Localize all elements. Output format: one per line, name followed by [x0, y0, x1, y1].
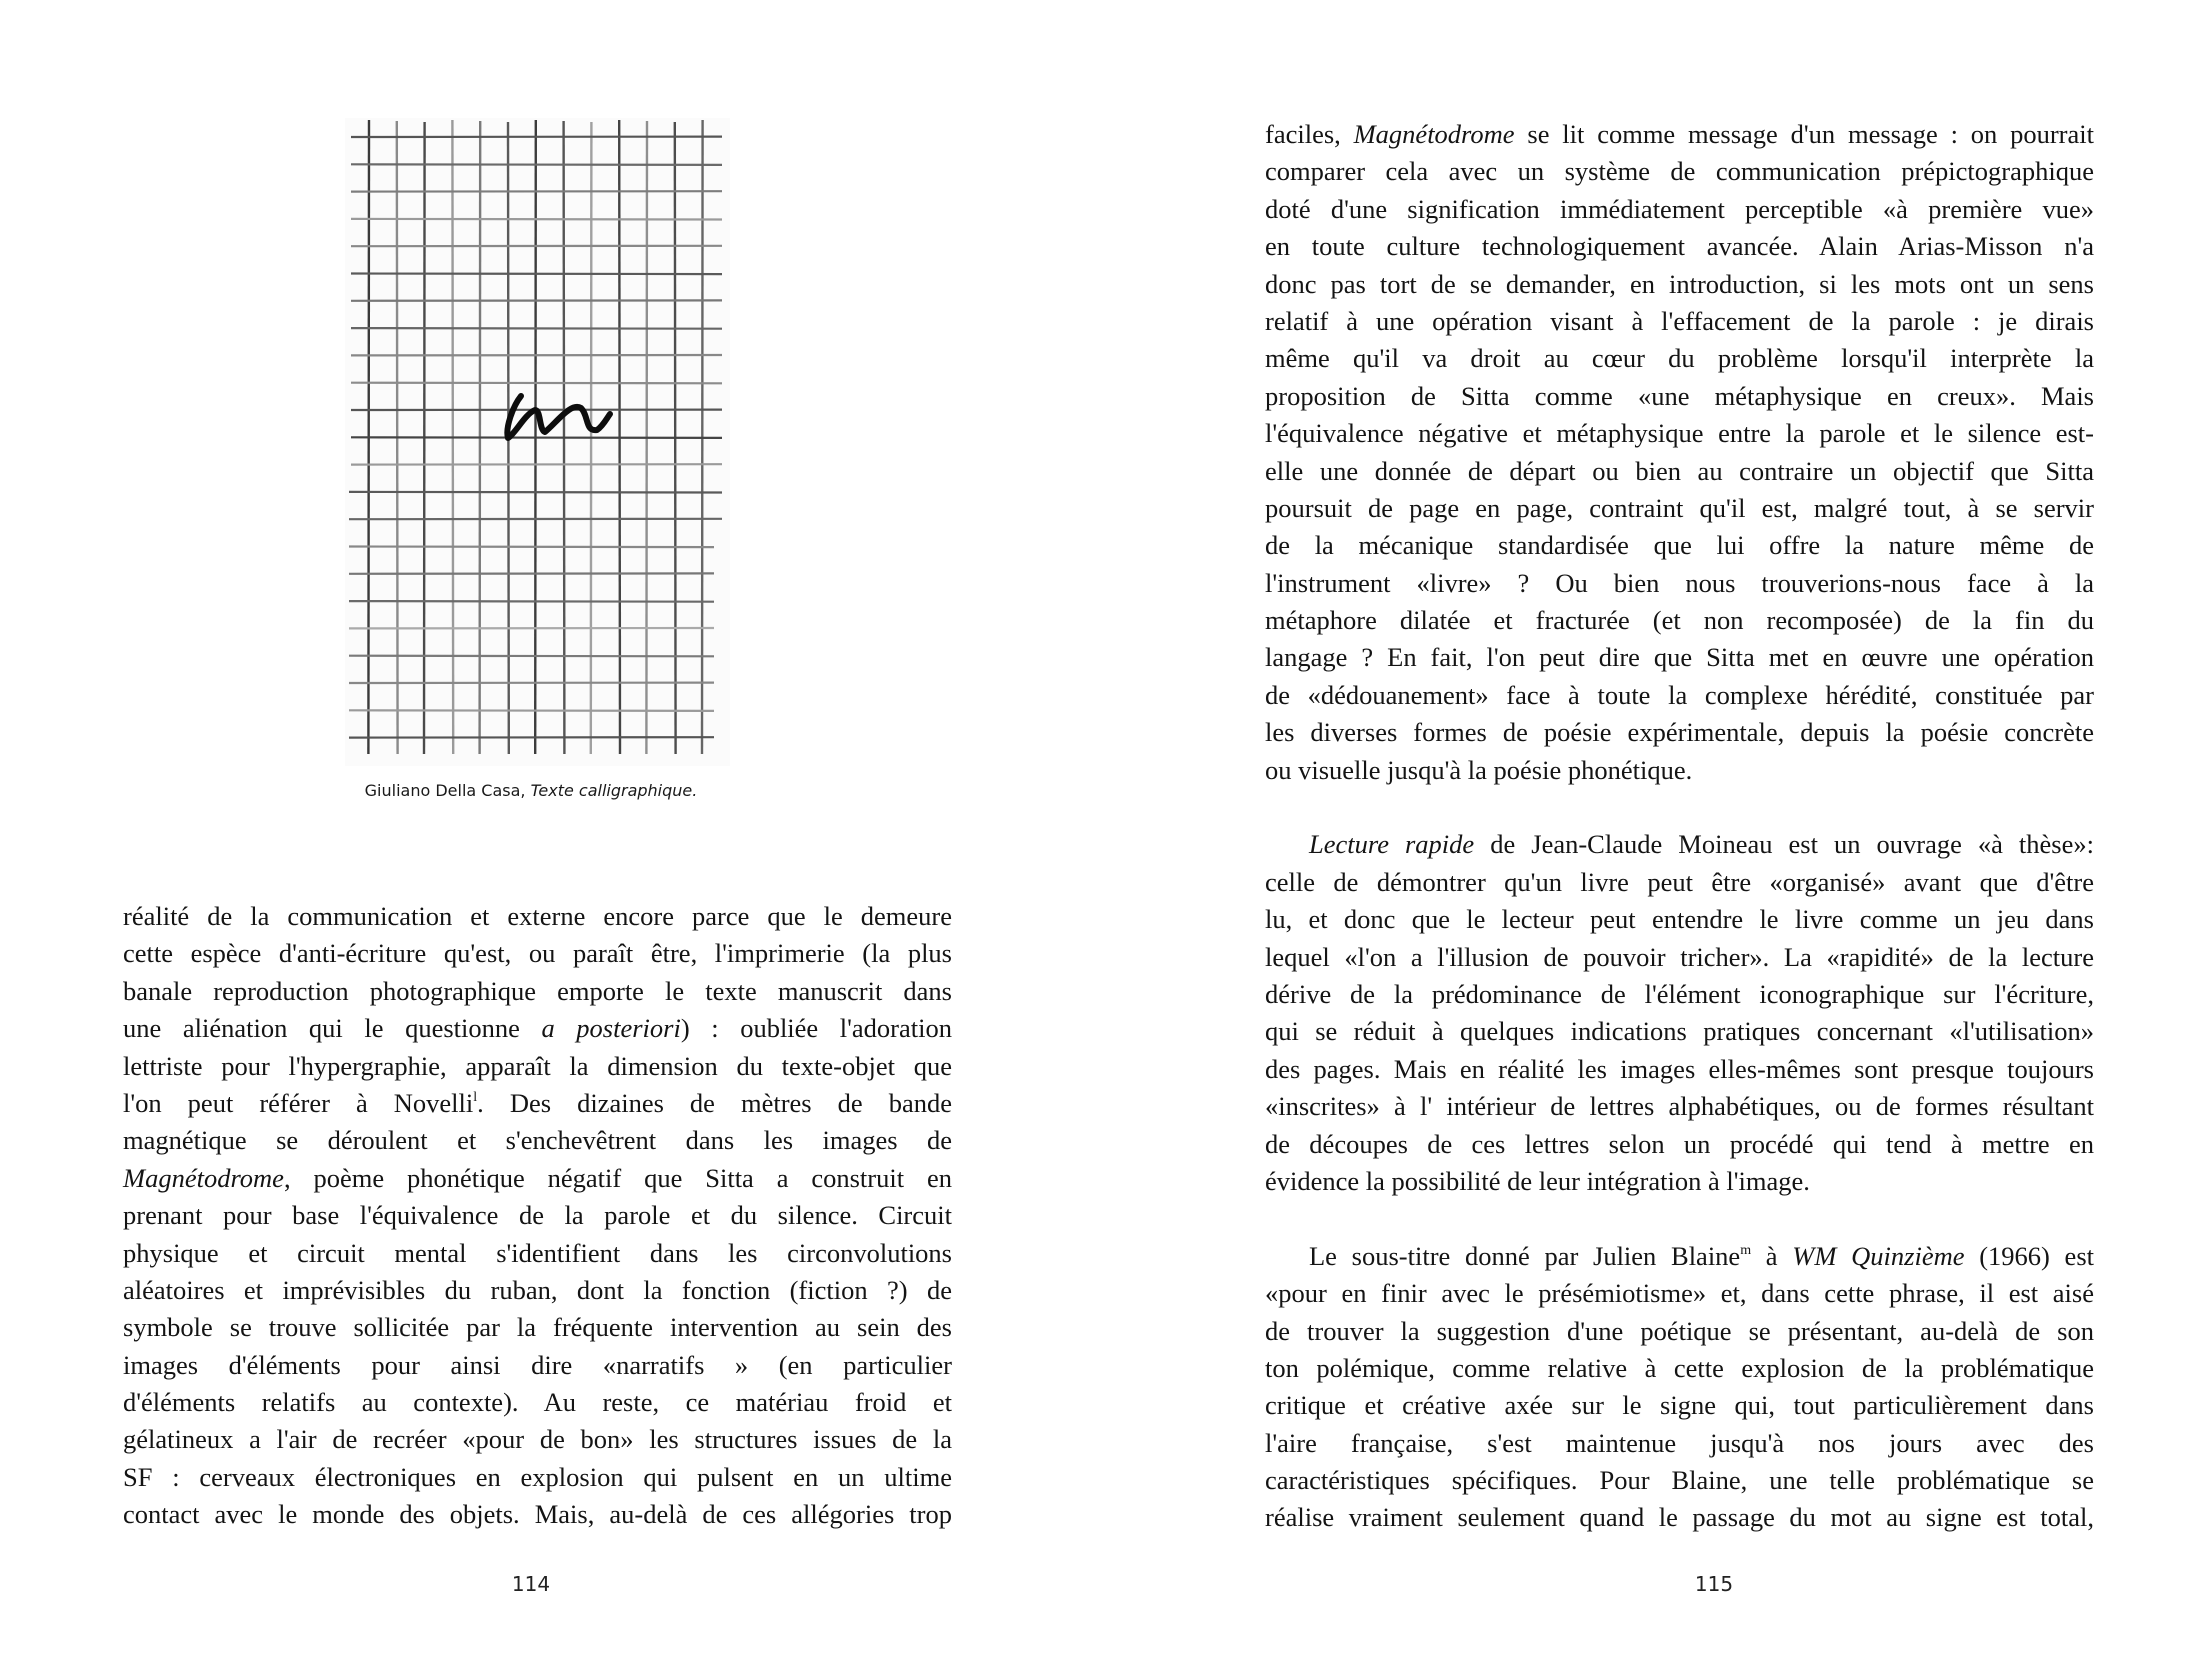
- text-line: aléatoires et imprévisibles du ruban, dont la fonction (fiction ?) de: [123, 1274, 952, 1305]
- footnote-marker: m: [1740, 1242, 1752, 1258]
- page-number-right: 115: [1694, 1572, 1734, 1596]
- text-line: cette espèce d'anti-écriture qu'est, ou paraît être, l'imprimerie (la plus: [123, 938, 952, 969]
- text-line: lequel «l'on a l'illusion de pouvoir tricher». La «rapidité» de la lecture: [1265, 941, 2094, 972]
- text-line: même qu'il va droit au cœur du problème lorsqu'il interprète la: [1265, 343, 2094, 374]
- grid-horizontal-line: [351, 164, 722, 165]
- text-line: donc pas tort de se demander, en introduction, si les mots ont un sens: [1265, 268, 2094, 299]
- text-line: prenant pour base l'équivalence de la parole et du silence. Circuit: [123, 1200, 952, 1231]
- grid-horizontal-line: [351, 219, 722, 220]
- text-line: dérive de la prédominance de l'élément iconographique sur l'écriture,: [1265, 978, 2094, 1009]
- text-line: de trouver la suggestion d'une poétique se présentant, au-delà de son: [1265, 1315, 2094, 1346]
- text-line: qui se réduit à quelques indications pratiques concernant «l'utilisation»: [1265, 1016, 2094, 1047]
- text-line: contact avec le monde des objets. Mais, au-delà de ces allégories trop: [123, 1499, 952, 1530]
- text-line: images d'éléments pour ainsi dire «narratifs » (en particulier: [123, 1349, 952, 1380]
- text-line: comparer cela avec un système de communication prépictographique: [1265, 156, 2094, 187]
- grid-horizontal-line: [351, 383, 722, 384]
- grid-horizontal-line: [349, 492, 722, 493]
- text-line: métaphore dilatée et fracturée (et non recomposée) de la fin du: [1265, 605, 2094, 636]
- text-line: langage ? En fait, l'on peut dire que Sitta met en œuvre une opération: [1265, 642, 2094, 673]
- text-line: évidence la possibilité de leur intégration à l'image.: [1265, 1165, 1810, 1196]
- text-line: ou visuelle jusqu'à la poésie phonétique.: [1265, 754, 1693, 785]
- footnote-marker: l: [473, 1089, 478, 1105]
- text-line: d'éléments relatifs au contexte). Au reste, ce matériau froid et: [123, 1387, 952, 1418]
- grid-horizontal-line: [351, 437, 722, 438]
- text-line: lettriste pour l'hypergraphie, apparaît la dimension du texte-objet que: [123, 1050, 952, 1081]
- text-line: l'instrument «livre» ? Ou bien nous trouverions-nous face à la: [1265, 567, 2094, 598]
- figure-calligraphic-grid: [345, 118, 730, 766]
- italic-title: Magnétodrome: [1353, 119, 1515, 149]
- text-line: physique et circuit mental s'identifient dans les circonvolutions: [123, 1237, 952, 1268]
- text-line: proposition de Sitta comme «une métaphysique en creux». Mais: [1265, 380, 2094, 411]
- text-line: banale reproduction photographique emporte le texte manuscrit dans: [123, 975, 952, 1006]
- grid-horizontal-line: [349, 601, 714, 602]
- text-line: de «dédouanement» face à toute la complexe hérédité, constituée par: [1265, 679, 2094, 710]
- text-line: de découpes de ces lettres selon un procédé qui tend à mettre en: [1265, 1128, 2094, 1159]
- paragraph: [1265, 116, 2094, 789]
- text-line: Magnétodrome, poème phonétique négatif que Sitta a construit en: [123, 1162, 952, 1193]
- text-line: de la mécanique standardisée que lui offre la nature même de: [1265, 530, 2094, 561]
- text-line: Le sous-titre donné par Julien Blaine$^m$ à WM Quinzième (1966) est: [1309, 1240, 2094, 1271]
- figure-caption: [331, 781, 731, 800]
- text-line: réalité de la communication et externe encore parce que le demeure: [123, 901, 952, 931]
- text-line: doté d'une signification immédiatement perceptible «à première vue»: [1265, 193, 2094, 224]
- left-page-body-text: [123, 898, 952, 1534]
- paragraph: [1265, 1238, 2094, 1537]
- text-line: celle de démontrer qu'un livre peut être «organisé» avant que d'être: [1265, 866, 2094, 897]
- text-line: poursuit de page en page, contraint qu'il est, malgré tout, à se servir: [1265, 492, 2094, 523]
- italic-title: Lecture rapide: [1309, 829, 1475, 860]
- grid-artwork-icon: [345, 118, 730, 766]
- text-line: SF : cerveaux électroniques en explosion qui pulsent en un ultime: [123, 1461, 952, 1492]
- paragraph-gap: [1265, 789, 2094, 826]
- italic-title: a posteriori: [541, 1013, 681, 1044]
- grid-horizontal-line: [351, 274, 722, 275]
- text-line: relatif à une opération visant à l'effacement de la parole : je dirais: [1265, 305, 2094, 336]
- text-line: l'équivalence négative et métaphysique entre la parole et le silence est-: [1265, 418, 2094, 449]
- italic-title: WM Quinzième: [1792, 1240, 1965, 1271]
- text-line: «inscrites» à l' intérieur de lettres alphabétiques, ou de formes résultant: [1265, 1091, 2094, 1122]
- right-page-body-text: [1265, 116, 2094, 1537]
- text-line: Lecture rapide de Jean-Claude Moineau est un ouvrage «à thèse»:: [1309, 829, 2094, 860]
- caption-title: Texte calligraphique.: [530, 781, 698, 800]
- text-line: elle une donnée de départ ou bien au contraire un objectif que Sitta: [1265, 455, 2094, 486]
- text-line: en toute culture technologiquement avancée. Alain Arias-Misson n'a: [1265, 231, 2094, 262]
- grid-horizontal-line: [349, 547, 714, 548]
- text-line: gélatineux a l'air de recréer «pour de bon» les structures issues de la: [123, 1424, 952, 1455]
- right-page: [1102, 0, 2205, 1654]
- text-line: magnétique se déroulent et s'enchevêtrent dans les images de: [123, 1125, 952, 1156]
- left-page: [0, 0, 1102, 1654]
- text-line: lu, et donc que le lecteur peut entendre le livre comme un jeu dans: [1265, 904, 2094, 935]
- text-line: caractéristiques spécifiques. Pour Blaine, une telle problématique se: [1265, 1465, 2094, 1496]
- italic-title: Magnétodrome: [123, 1162, 284, 1193]
- text-line: «pour en finir avec le présémiotisme» et, dans cette phrase, il est aisé: [1265, 1278, 2094, 1309]
- text-line: symbole se trouve sollicitée par la fréquente intervention au sein des: [123, 1312, 952, 1343]
- text-line: des pages. Mais en réalité les images elles-mêmes sont presque toujours: [1265, 1053, 2094, 1084]
- text-line: faciles, Magnétodrome se lit comme message d'un message : on pourrait: [1265, 119, 2094, 149]
- text-line: réalise vraiment seulement quand le passage du mot au signe est total,: [1265, 1502, 2094, 1533]
- grid-horizontal-line: [349, 656, 714, 657]
- text-line: l'aire française, s'est maintenue jusqu'à nos jours avec des: [1265, 1427, 2094, 1458]
- text-line: ton polémique, comme relative à cette explosion de la problématique: [1265, 1352, 2094, 1383]
- page-number-left: 114: [511, 1572, 551, 1596]
- text-line: les diverses formes de poésie expérimentale, depuis la poésie concrète: [1265, 717, 2094, 748]
- paragraph-gap: [1265, 1200, 2094, 1237]
- grid-horizontal-line: [349, 710, 714, 711]
- calligraphic-stroke: [507, 396, 610, 438]
- paragraph: [1265, 826, 2094, 1200]
- caption-author: Giuliano Della Casa,: [364, 781, 531, 800]
- text-line: l'on peut référer à Novelli$^l$. Des dizaines de mètres de bande: [123, 1087, 952, 1118]
- text-line: une aliénation qui le questionne a posteriori) : oubliée l'adoration: [123, 1013, 952, 1044]
- text-line: critique et créative axée sur le signe qui, tout particulièrement dans: [1265, 1390, 2094, 1421]
- grid-horizontal-line: [351, 328, 722, 329]
